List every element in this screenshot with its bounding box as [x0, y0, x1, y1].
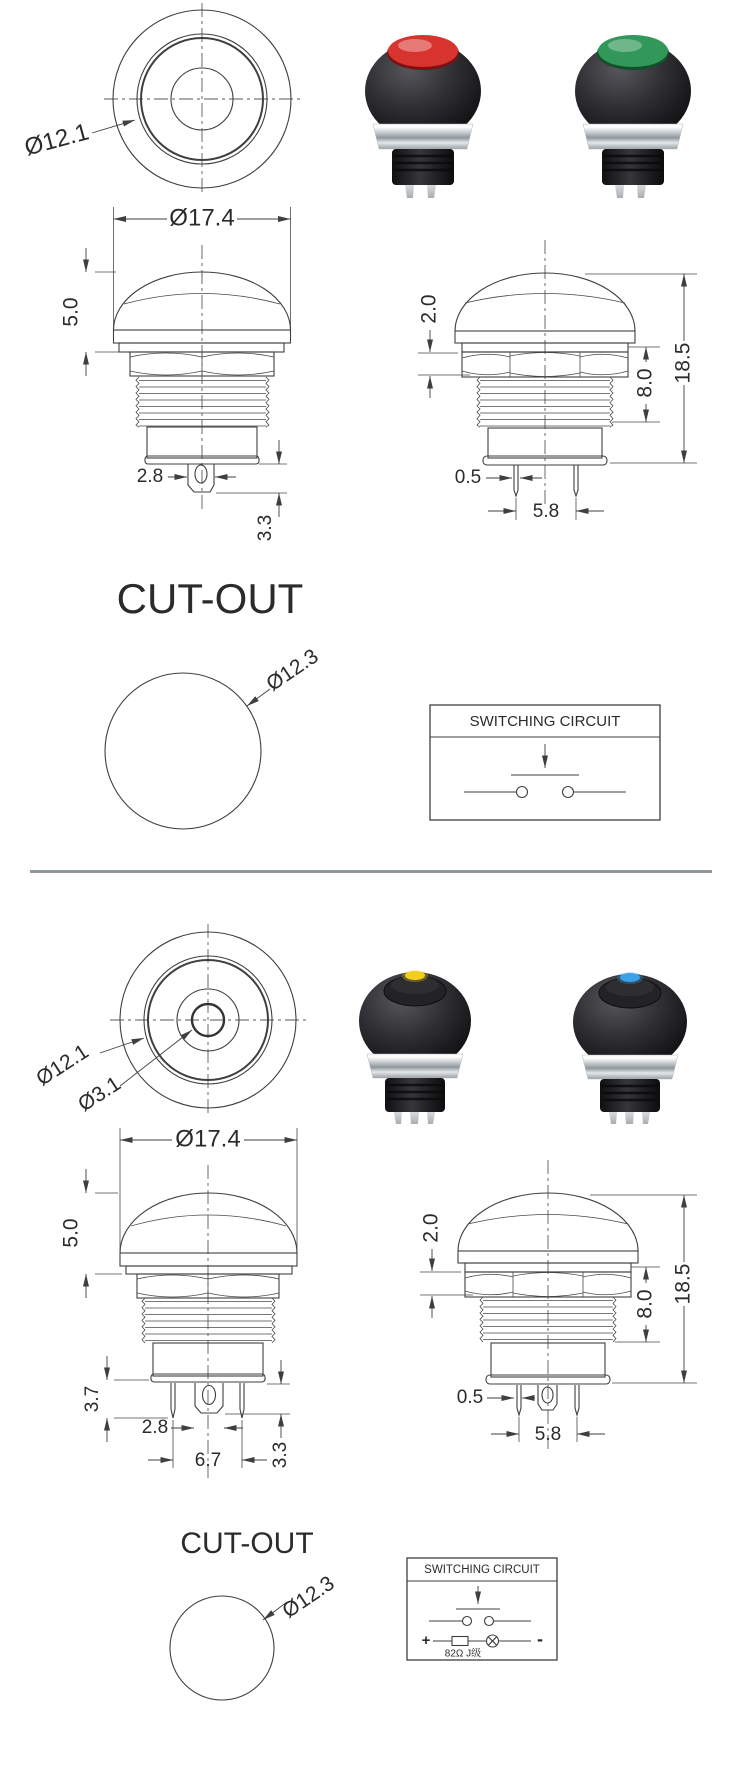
- head-dia-dim-b: [120, 1125, 297, 1253]
- circuit-title: SWITCHING CIRCUIT: [424, 1564, 540, 1577]
- front-view-left-b: [60, 1165, 297, 1478]
- cutout-drawing-a: [105, 645, 323, 829]
- terminal-pins: [615, 185, 646, 198]
- pins: [514, 465, 578, 496]
- section-divider: [30, 870, 712, 873]
- total-height-label: 18.5: [671, 1263, 695, 1305]
- front-view-right-a: [418, 240, 697, 522]
- cap-highlight: [608, 39, 642, 52]
- pin-spacing-label: 5.8: [534, 1424, 562, 1446]
- cutout-dia-label: Ø12.3: [262, 644, 323, 696]
- cutout-dia-label: Ø12.3: [278, 1571, 339, 1623]
- bezel-height-label: 2.0: [417, 294, 441, 324]
- threaded-body: [602, 149, 664, 185]
- pin-thickness-label: 0.5: [454, 467, 482, 489]
- thread: [142, 1298, 275, 1343]
- switching-circuit-b: [407, 1558, 557, 1660]
- thread: [136, 377, 269, 427]
- bottom-section: [32, 924, 697, 1700]
- threaded-body: [392, 149, 454, 185]
- minus-label: -: [537, 1628, 543, 1649]
- cutout-circle: [170, 1596, 274, 1700]
- head-dia-label: Ø17.4: [175, 1125, 241, 1153]
- chrome-nut: [373, 124, 473, 149]
- threaded-body: [385, 1078, 445, 1112]
- pin-span-label: 6.7: [194, 1450, 222, 1472]
- front-view-left-a: [60, 245, 291, 541]
- lamp-circuit-symbol: [422, 1629, 543, 1660]
- cutout-title: CUT-OUT: [180, 1526, 314, 1560]
- threaded-body: [600, 1079, 660, 1112]
- leader-line: [92, 120, 135, 133]
- terminal-pins: [609, 1112, 650, 1124]
- terminal-length-label: 3.3: [255, 514, 277, 542]
- pushbutton-symbol: [429, 1586, 531, 1626]
- led-pins-and-terminal: [171, 1383, 244, 1418]
- resistor-symbol: [452, 1637, 468, 1646]
- circuit-title: SWITCHING CIRCUIT: [469, 712, 621, 730]
- cutout-circle: [105, 673, 261, 829]
- cutout-title: CUT-OUT: [116, 575, 304, 623]
- terminal-pins: [405, 185, 436, 198]
- terminal-width-label: 2.8: [136, 466, 164, 488]
- front-view-right-b: [420, 1160, 697, 1452]
- hex-nut: [137, 1274, 279, 1298]
- total-height-label: 18.5: [671, 342, 695, 384]
- top-section: [22, 3, 697, 829]
- terminal-length-label: 3.3: [270, 1441, 292, 1469]
- plan-view-a: [22, 3, 300, 196]
- plan-bezel-dia-label: Ø12.1: [32, 1039, 93, 1091]
- chrome-nut: [582, 1055, 678, 1079]
- bezel-height-label: 2.0: [419, 1213, 443, 1243]
- plan-led-dia-label: Ø3.1: [74, 1072, 125, 1117]
- pin-length-label: 3.7: [82, 1385, 104, 1413]
- photo-red-button: [365, 35, 481, 198]
- leader-line: [247, 689, 270, 706]
- photo-green-button: [575, 35, 691, 198]
- dome-height-label: 5.0: [59, 1218, 83, 1248]
- thread-length-label: 8.0: [633, 368, 657, 398]
- thread-length-label: 8.0: [633, 1289, 657, 1319]
- switching-circuit-a: [430, 705, 660, 820]
- resistor-label: 82Ω J级: [444, 1648, 482, 1660]
- plus-label: +: [421, 1631, 431, 1649]
- hex-nut: [130, 352, 274, 376]
- solder-terminal: [188, 464, 214, 492]
- plan-bezel-dia-label: Ø12.1: [21, 118, 92, 162]
- photo-yellow-led-button: [359, 970, 471, 1124]
- dome-height-label: 5.0: [59, 297, 83, 327]
- head-dia-label: Ø17.4: [169, 204, 235, 232]
- led-dot: [405, 971, 425, 980]
- terminal-pins: [394, 1112, 435, 1124]
- chrome-nut: [583, 124, 683, 149]
- pushbutton-symbol: [464, 744, 626, 798]
- photo-blue-led-button: [573, 972, 687, 1124]
- pin-thickness-label: 0.5: [456, 1387, 484, 1409]
- led-dot: [620, 973, 640, 982]
- chrome-nut: [367, 1054, 463, 1078]
- head-dia-dim-a: [114, 204, 291, 330]
- plan-view-b: [32, 924, 306, 1116]
- cutout-drawing-b: [170, 1572, 339, 1700]
- terminal-width-label: 2.8: [141, 1417, 169, 1439]
- cap-highlight: [398, 39, 432, 52]
- pin-spacing-label: 5.8: [532, 501, 560, 523]
